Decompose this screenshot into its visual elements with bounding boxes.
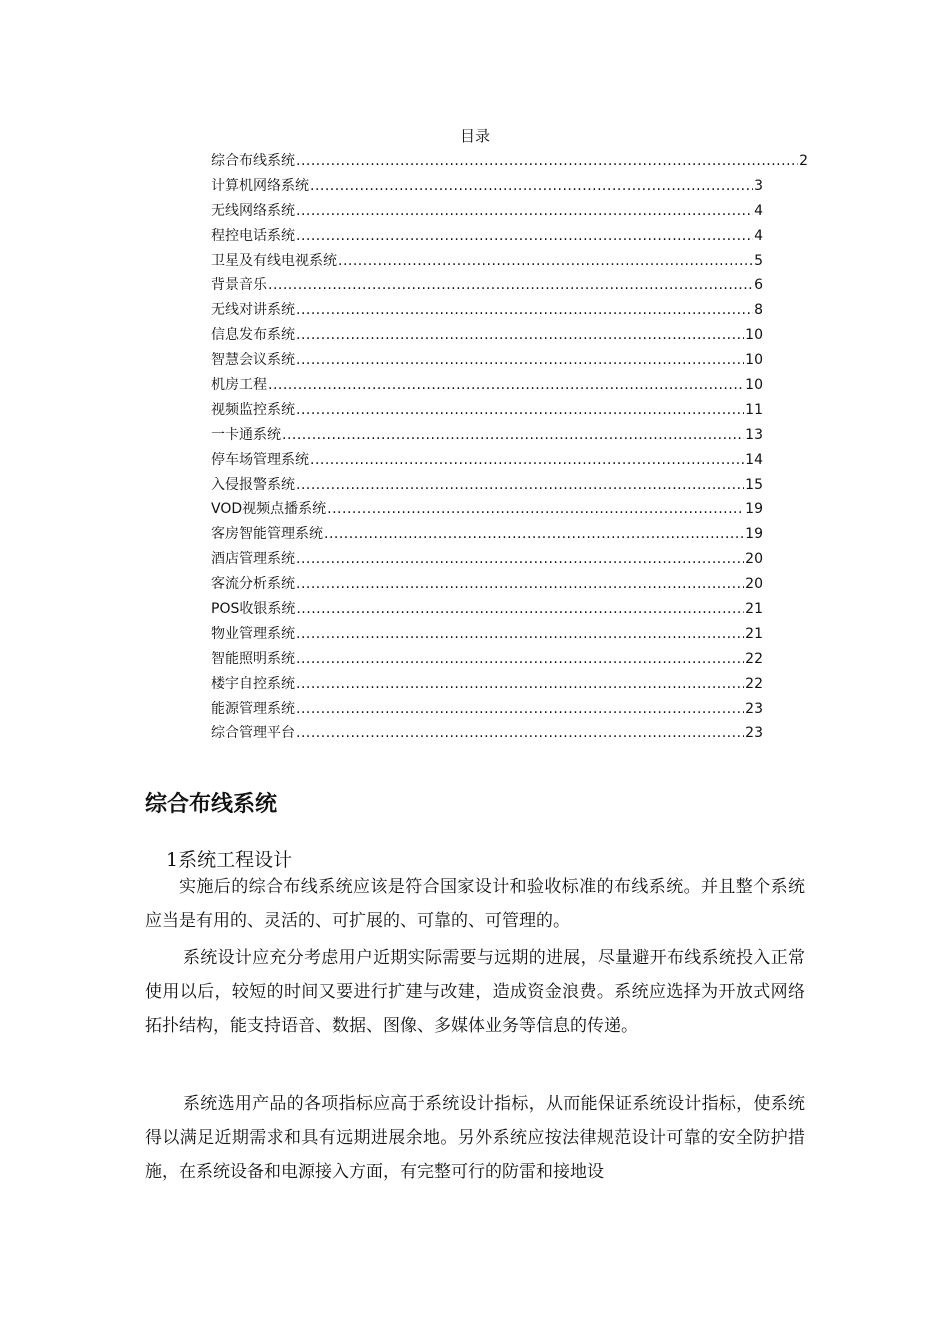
toc-entry-label: 能源管理系统 bbox=[211, 700, 295, 717]
toc-entry[interactable] bbox=[211, 149, 808, 174]
toc-entry[interactable] bbox=[211, 373, 763, 398]
toc-dot-leader bbox=[296, 348, 744, 373]
section-title: 综合布线系统 bbox=[145, 792, 278, 817]
toc-entry-page: 4 bbox=[754, 202, 763, 219]
toc-dot-leader bbox=[296, 672, 744, 697]
toc-dot-leader bbox=[296, 149, 798, 174]
toc-dot-leader bbox=[268, 373, 744, 398]
toc-dot-leader bbox=[338, 249, 753, 274]
toc-entry[interactable] bbox=[211, 323, 763, 348]
toc-entry-label: 智能照明系统 bbox=[211, 650, 295, 667]
toc-entry-page: 20 bbox=[745, 576, 763, 593]
toc-entry-label: 综合管理平台 bbox=[211, 725, 295, 742]
toc-entry-label: 客房智能管理系统 bbox=[211, 526, 323, 543]
toc-entry-label: 信息发布系统 bbox=[211, 327, 295, 344]
toc-entry-label: 物业管理系统 bbox=[211, 625, 295, 642]
paragraph-3: 系统选用产品的各项指标应高于系统设计指标，从而能保证系统设计指标，使系统得以满足近期需求和具有远期进展余地。另外系统应按法律规范设计可靠的安全防护措施，在系统设备和电源接入方面，有完整可行的防雷和接地设 bbox=[145, 1094, 805, 1182]
toc-entry-page: 10 bbox=[745, 377, 763, 394]
toc-entry-label: 视频监控系统 bbox=[211, 401, 295, 418]
toc-title: 目录 bbox=[459, 127, 490, 145]
toc-entry-page: 22 bbox=[745, 650, 763, 667]
toc-entry-label: 一卡通系统 bbox=[211, 426, 281, 443]
toc-dot-leader bbox=[296, 547, 744, 572]
toc-entry-label: 程控电话系统 bbox=[211, 227, 295, 244]
toc-entry-label: 楼宇自控系统 bbox=[211, 675, 295, 692]
toc-dot-leader bbox=[296, 298, 753, 323]
toc-dot-leader bbox=[310, 174, 753, 199]
toc-entry[interactable] bbox=[211, 348, 763, 373]
toc-entry-page: 10 bbox=[745, 352, 763, 369]
toc-entry-page: 20 bbox=[745, 551, 763, 568]
toc-entry-page: 13 bbox=[745, 426, 763, 443]
toc-entry-page: 19 bbox=[745, 526, 763, 543]
toc-entry[interactable] bbox=[211, 497, 763, 522]
toc-entry[interactable] bbox=[211, 398, 763, 423]
toc-entry[interactable] bbox=[211, 298, 763, 323]
toc-dot-leader bbox=[310, 448, 744, 473]
toc-dot-leader bbox=[296, 473, 744, 498]
toc-entry[interactable] bbox=[211, 547, 763, 572]
toc-entry[interactable] bbox=[211, 572, 763, 597]
toc-entry[interactable] bbox=[211, 174, 763, 199]
toc-dot-leader bbox=[296, 224, 753, 249]
toc-entry[interactable] bbox=[211, 672, 763, 697]
toc-entry-page: 22 bbox=[745, 675, 763, 692]
toc-entry-page: 21 bbox=[745, 625, 763, 642]
toc-entry-label: 酒店管理系统 bbox=[211, 551, 295, 568]
toc-dot-leader bbox=[282, 423, 744, 448]
toc-entry-page: 14 bbox=[745, 451, 763, 468]
toc-entry[interactable] bbox=[211, 721, 763, 746]
toc-entry-label: VOD视频点播系统 bbox=[211, 501, 327, 518]
toc-dot-leader bbox=[296, 572, 744, 597]
toc-entry-label: 客流分析系统 bbox=[211, 576, 295, 593]
paragraph-2: 系统设计应充分考虑用户近期实际需要与远期的进展，尽量避开布线系统投入正常使用以后，较短的时间又要进行扩建与改建，造成资金浪费。系统应选择为开放式网络拓扑结构，能支持语音、数据、图像、多媒体业务等信息的传递。 bbox=[145, 948, 805, 1036]
toc-dot-leader bbox=[327, 497, 744, 522]
toc-entry-page: 10 bbox=[745, 327, 763, 344]
toc-entry[interactable] bbox=[211, 423, 763, 448]
toc-dot-leader bbox=[296, 647, 744, 672]
toc-entry-label: 计算机网络系统 bbox=[211, 177, 309, 194]
toc-entry[interactable] bbox=[211, 199, 763, 224]
toc-entry-label: 卫星及有线电视系统 bbox=[211, 252, 337, 269]
toc-entry[interactable] bbox=[211, 273, 763, 298]
toc-dot-leader bbox=[268, 273, 753, 298]
paragraph-1: 实施后的综合布线系统应该是符合国家设计和验收标准的布线系统。并且整个系统应当是有用的、灵活的、可扩展的、可靠的、可管理的。 bbox=[145, 877, 805, 931]
toc-dot-leader bbox=[296, 398, 744, 423]
toc-entry[interactable] bbox=[211, 647, 763, 672]
toc-entry-page: 15 bbox=[745, 476, 763, 493]
toc-entry-page: 21 bbox=[745, 601, 763, 618]
toc-entry-page: 11 bbox=[745, 401, 763, 418]
toc-entry-label: 智慧会议系统 bbox=[211, 352, 295, 369]
table-of-contents bbox=[211, 149, 811, 746]
subsection-title: 1系统工程设计 bbox=[166, 849, 293, 871]
toc-dot-leader bbox=[296, 622, 744, 647]
toc-entry-page: 23 bbox=[745, 725, 763, 742]
toc-entry-page: 6 bbox=[754, 277, 763, 294]
toc-entry-page: 4 bbox=[754, 227, 763, 244]
toc-entry-label: 背景音乐 bbox=[211, 277, 267, 294]
toc-entry[interactable] bbox=[211, 224, 763, 249]
toc-entry[interactable] bbox=[211, 622, 763, 647]
toc-entry-page: 19 bbox=[745, 501, 763, 518]
toc-entry-label: 综合布线系统 bbox=[211, 153, 295, 169]
toc-entry-label: 入侵报警系统 bbox=[211, 476, 295, 493]
toc-dot-leader bbox=[296, 323, 744, 348]
toc-entry[interactable] bbox=[211, 473, 763, 498]
toc-dot-leader bbox=[324, 522, 744, 547]
toc-entry-label: 无线对讲系统 bbox=[211, 302, 295, 319]
toc-dot-leader bbox=[296, 199, 753, 224]
toc-entry[interactable] bbox=[211, 522, 763, 547]
toc-entry[interactable] bbox=[211, 249, 763, 274]
toc-entry-page: 2 bbox=[799, 153, 808, 169]
toc-entry[interactable] bbox=[211, 448, 763, 473]
toc-entry-page: 23 bbox=[745, 700, 763, 717]
toc-entry-label: 无线网络系统 bbox=[211, 202, 295, 219]
toc-dot-leader bbox=[296, 597, 744, 622]
toc-entry-label: POS收银系统 bbox=[211, 601, 296, 618]
toc-entry-label: 停车场管理系统 bbox=[211, 451, 309, 468]
toc-dot-leader bbox=[296, 721, 744, 746]
toc-entry[interactable] bbox=[211, 697, 763, 722]
toc-entry-page: 8 bbox=[754, 302, 763, 319]
toc-dot-leader bbox=[296, 697, 744, 722]
toc-entry[interactable] bbox=[211, 597, 763, 622]
toc-entry-label: 机房工程 bbox=[211, 377, 267, 394]
toc-entry-page: 3 bbox=[754, 177, 763, 194]
toc-entry-page: 5 bbox=[754, 252, 763, 269]
